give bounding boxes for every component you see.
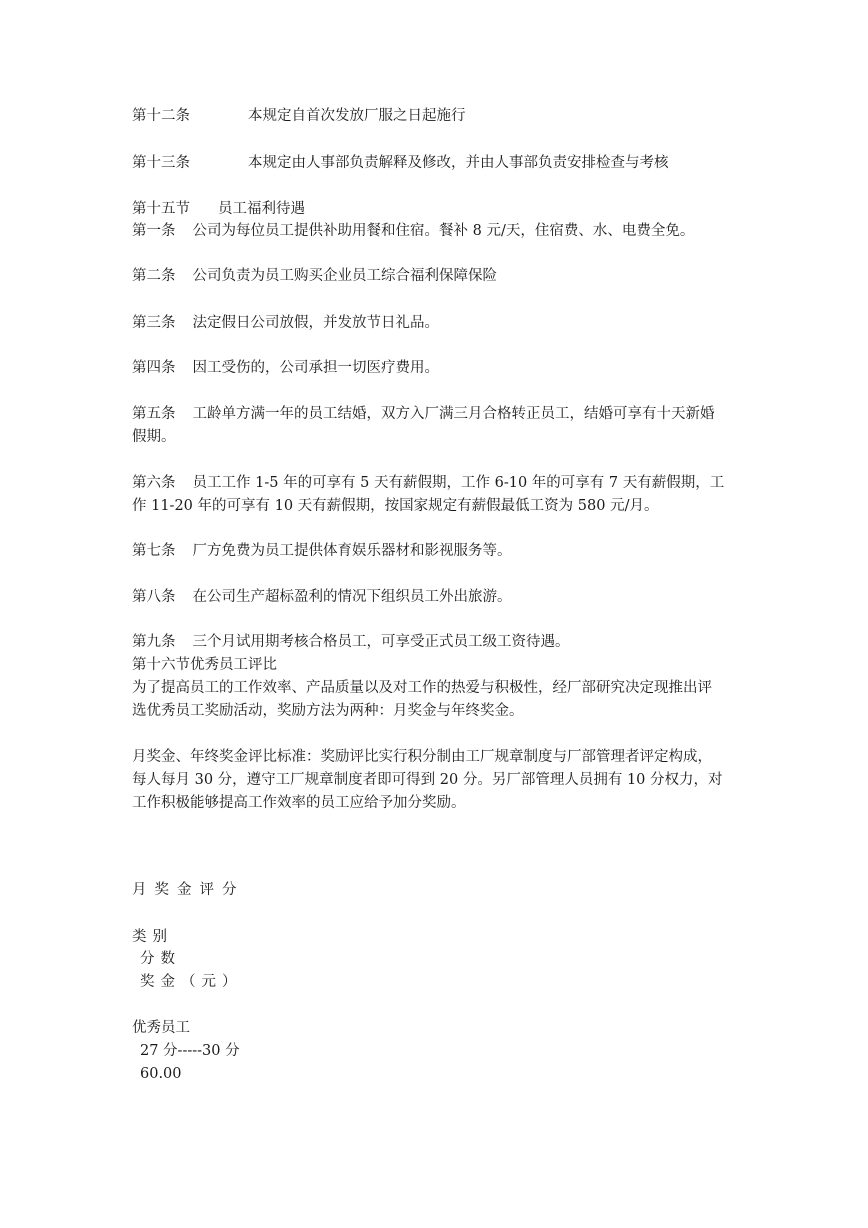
section-title: 第十六节优秀员工评比 bbox=[132, 657, 277, 673]
section-number: 第十五节 bbox=[132, 201, 190, 217]
section-15-heading bbox=[132, 199, 305, 219]
welfare-article-3 bbox=[132, 313, 439, 333]
paragraph-text: 选优秀员工奖励活动，奖励方法为两种：月奖金与年终奖金。 bbox=[132, 703, 524, 719]
paragraph-text: 每人每月 30 分，遵守工厂规章制度者即可得到 20 分。另厂部管理人员拥有 10 分权力，对 bbox=[132, 772, 723, 788]
article-text: 法定假日公司放假，并发放节日礼品。 bbox=[192, 315, 439, 331]
table-row-category bbox=[132, 1018, 190, 1038]
table-cell: 27 分-----30 分 bbox=[140, 1043, 240, 1059]
article-text: 在公司生产超标盈利的情况下组织员工外出旅游。 bbox=[192, 589, 512, 605]
table-header-cell: 分数 bbox=[140, 951, 181, 967]
standard-line-2 bbox=[132, 770, 723, 790]
table-header-cell: 奖金（元） bbox=[140, 974, 243, 990]
article-text-continued: 假期。 bbox=[132, 429, 176, 445]
welfare-article-6 bbox=[132, 473, 724, 493]
section-16-intro-line-1 bbox=[132, 678, 712, 698]
article-text: 公司为每位员工提供补助用餐和住宿。餐补 8 元/天，住宿费、水、电费全免。 bbox=[192, 223, 695, 239]
paragraph-text: 工作积极能够提高工作效率的员工应给予加分奖励。 bbox=[132, 795, 466, 811]
table-header-score bbox=[140, 949, 181, 969]
article-number: 第八条 bbox=[132, 589, 176, 605]
article-text: 因工受伤的，公司承担一切医疗费用。 bbox=[192, 360, 439, 376]
standard-line-1 bbox=[132, 747, 712, 767]
article-number: 第十三条 bbox=[132, 155, 190, 171]
article-text-continued: 作 11-20 年的可享有 10 天有薪假期，按国家规定有薪假最低工资为 580 元/月。 bbox=[132, 498, 659, 514]
welfare-article-5-continued bbox=[132, 427, 176, 447]
section-title: 员工福利待遇 bbox=[218, 201, 305, 217]
article-text: 本规定由人事部负责解释及修改，并由人事部负责安排检查与考核 bbox=[248, 155, 669, 171]
article-12 bbox=[132, 106, 466, 126]
welfare-article-7 bbox=[132, 541, 512, 561]
table-row-score bbox=[140, 1041, 240, 1061]
welfare-article-1 bbox=[132, 221, 694, 241]
article-number: 第九条 bbox=[132, 634, 176, 650]
article-text: 工龄单方满一年的员工结婚，双方入厂满三月合格转正员工，结婚可享有十天新婚 bbox=[192, 406, 715, 422]
article-13 bbox=[132, 153, 669, 173]
table-header-category bbox=[132, 927, 173, 947]
section-16-heading bbox=[132, 655, 277, 675]
article-number: 第一条 bbox=[132, 223, 176, 239]
section-16-intro-line-2 bbox=[132, 701, 524, 721]
welfare-article-9 bbox=[132, 632, 570, 652]
table-header-bonus bbox=[140, 972, 243, 992]
standard-line-3 bbox=[132, 793, 466, 813]
article-text: 本规定自首次发放厂服之日起施行 bbox=[248, 108, 466, 124]
table-cell: 优秀员工 bbox=[132, 1020, 190, 1036]
table-row-bonus bbox=[140, 1064, 182, 1084]
paragraph-text: 月奖金、年终奖金评比标准：奖励评比实行积分制由工厂规章制度与厂部管理者评定构成， bbox=[132, 749, 712, 765]
bonus-table-title bbox=[132, 880, 245, 900]
article-text: 公司负责为员工购买企业员工综合福利保障保险 bbox=[192, 268, 497, 284]
welfare-article-8 bbox=[132, 587, 512, 607]
welfare-article-5 bbox=[132, 404, 715, 424]
welfare-article-6-continued bbox=[132, 496, 658, 516]
table-title: 月奖金评分 bbox=[132, 882, 245, 898]
article-number: 第三条 bbox=[132, 315, 176, 331]
table-header-cell: 类别 bbox=[132, 929, 173, 945]
article-number: 第五条 bbox=[132, 406, 176, 422]
article-number: 第四条 bbox=[132, 360, 176, 376]
paragraph-text: 为了提高员工的工作效率、产品质量以及对工作的热爱与积极性，经厂部研究决定现推出评 bbox=[132, 680, 712, 696]
article-text: 员工工作 1-5 年的可享有 5 天有薪假期，工作 6-10 年的可享有 7 天有薪假期，工 bbox=[192, 475, 725, 491]
article-number: 第六条 bbox=[132, 475, 176, 491]
welfare-article-2 bbox=[132, 266, 497, 286]
article-number: 第七条 bbox=[132, 543, 176, 559]
article-number: 第二条 bbox=[132, 268, 176, 284]
table-cell: 60.00 bbox=[140, 1066, 182, 1082]
article-text: 三个月试用期考核合格员工，可享受正式员工级工资待遇。 bbox=[192, 634, 570, 650]
article-text: 厂方免费为员工提供体育娱乐器材和影视服务等。 bbox=[192, 543, 512, 559]
article-number: 第十二条 bbox=[132, 108, 190, 124]
welfare-article-4 bbox=[132, 358, 439, 378]
